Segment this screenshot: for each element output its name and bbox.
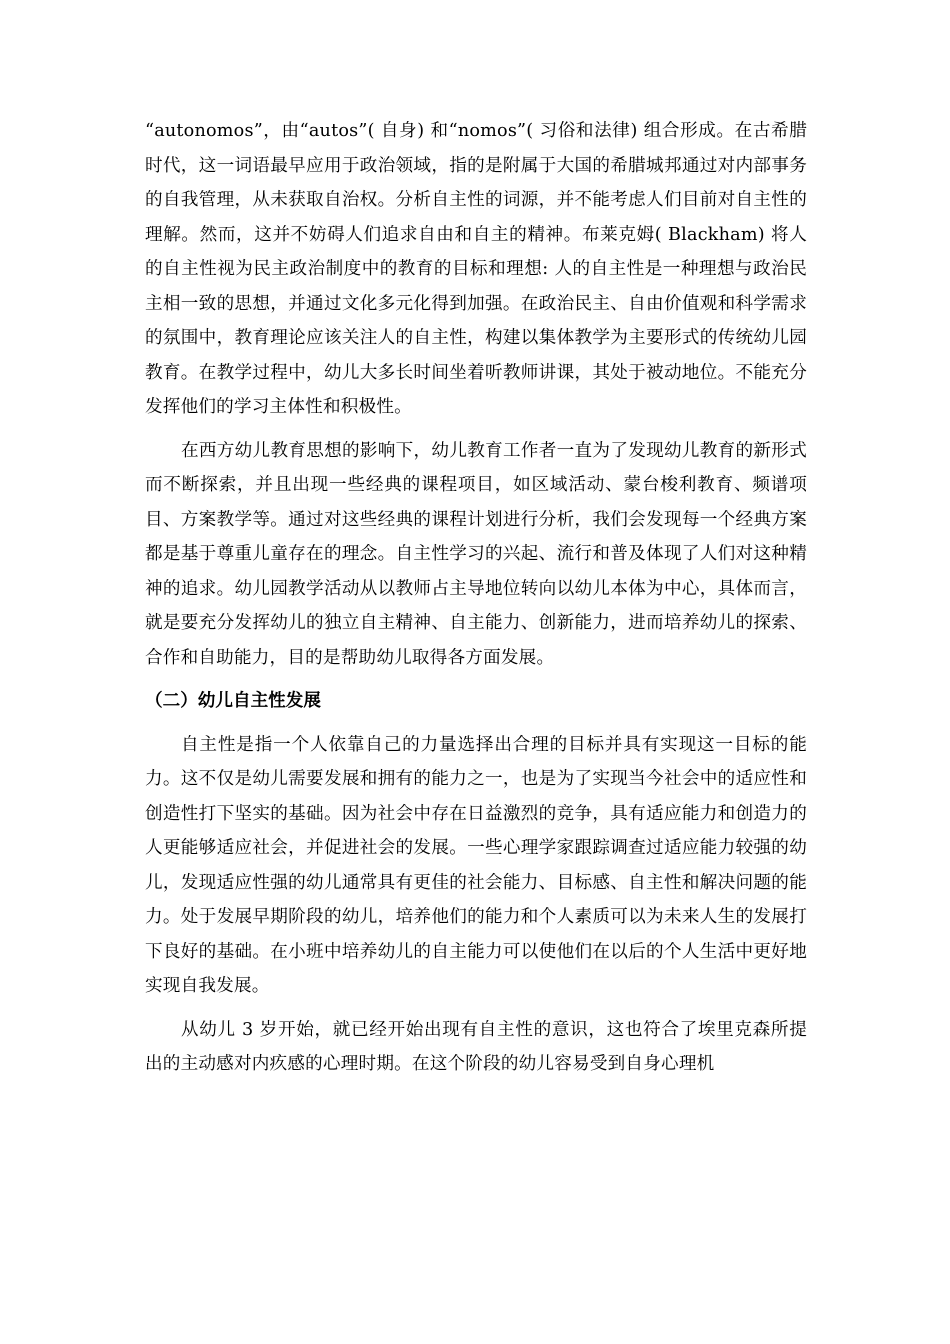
- paragraph-age-three: 从幼儿 3 岁开始，就已经开始出现有自主性的意识，这也符合了埃里克森所提出的主动感对内疚感的心理时期。在这个阶段的幼儿容易受到自身心理机: [145, 1019, 807, 1074]
- paragraph-autonomy-etymology: “autonomos”，由“autos”( 自身) 和“nomos”( 习俗和法律) 组合形成。在古希腊时代，这一词语最早应用于政治领域，指的是附属于大国的希腊城邦通过对内部事务的自我管理，从未获取自治权。分析自主性的词源，并不能考虑人们目前对自主性的理解。然而，这并不妨碍人们追求自由和自主的精神。布莱克姆( Blackham) 将人的自主性视为民主政治制度中的教育的目标和理想: 人的自主性是一种理想与政治民主相一致的思想，并通过文化多元化得到加强。在政治民主、自由价值观和科学需求的氛围中，教育理论应该关注人的自主性，构建以集体教学为主要形式的传统幼儿园教育。在教学过程中，幼儿大多长时间坐着听教师讲课，其处于被动地位。不能充分发挥他们的学习主体性和积极性。: [145, 121, 807, 417]
- paragraph-autonomy-definition: 自主性是指一个人依靠自己的力量选择出合理的目标并具有实现这一目标的能力。这不仅是幼儿需要发展和拥有的能力之一，也是为了实现当今社会中的适应性和创造性打下坚实的基础。因为社会中存在日益激烈的竞争，具有适应能力和创造力的人更能够适应社会，并促进社会的发展。一些心理学家跟踪调查过适应能力较强的幼儿，发现适应性强的幼儿通常具有更佳的社会能力、目标感、自主性和解决问题的能力。处于发展早期阶段的幼儿，培养他们的能力和个人素质可以为未来人生的发展打下良好的基础。在小班中培养幼儿的自主能力可以使他们在以后的个人生活中更好地实现自我发展。: [145, 734, 807, 996]
- section-heading: （二）幼儿自主性发展: [145, 691, 321, 711]
- paragraph-western-influence: 在西方幼儿教育思想的影响下，幼儿教育工作者一直为了发现幼儿教育的新形式而不断探索，并且出现一些经典的课程项目，如区域活动、蒙台梭利教育、频谱项目、方案教学等。通过对这些经典的课程计划进行分析，我们会发现每一个经典方案都是基于尊重儿童存在的理念。自主性学习的兴起、流行和普及体现了人们对这种精神的追求。幼儿园教学活动从以教师占主导地位转向以幼儿本体为中心，具体而言，就是要充分发挥幼儿的独立自主精神、自主能力、创新能力，进而培养幼儿的探索、合作和自助能力，目的是帮助幼儿取得各方面发展。: [145, 440, 807, 668]
- document-page: [145, 114, 807, 1082]
